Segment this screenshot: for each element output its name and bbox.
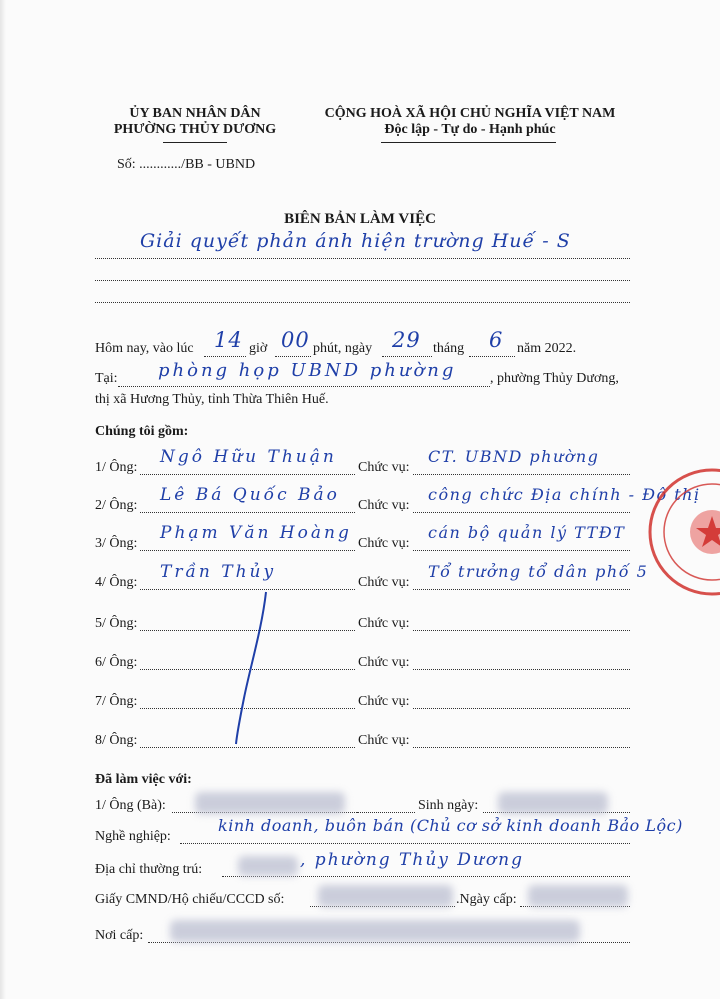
members-heading: Chúng tôi gồm:	[95, 424, 189, 439]
location-place: phòng họp UBND phường	[158, 360, 457, 381]
redacted-issue-place	[170, 920, 580, 942]
nation-name: CỘNG HOÀ XÃ HỘI CHỦ NGHĨA VIỆT NAM	[324, 106, 616, 121]
member-name: Phạm Văn Hoàng	[160, 523, 352, 543]
redacted-id	[318, 885, 453, 907]
member-position-label: Chức vụ:	[358, 460, 410, 475]
worked-with-heading: Đã làm việc với:	[95, 772, 192, 787]
issue-place-label: Nơi cấp:	[95, 928, 144, 943]
month-dots	[469, 356, 515, 357]
address-value: , phường Thủy Dương	[300, 850, 524, 870]
address-label: Địa chỉ thường trú:	[95, 862, 203, 877]
hour-dots	[204, 356, 246, 357]
member-label: 8/ Ông:	[95, 733, 138, 748]
doc-title: BIÊN BẢN LÀM VIỆC	[284, 211, 436, 227]
pen-stroke	[228, 588, 278, 748]
member-name-dots	[140, 474, 355, 475]
member-position-dots	[413, 630, 630, 631]
org-name-line2: PHƯỜNG THỦY DƯƠNG	[113, 122, 277, 137]
member-position-dots	[413, 747, 630, 748]
subject-line-1	[95, 258, 630, 259]
location-dots	[118, 386, 490, 387]
dob-dots-left	[357, 812, 415, 813]
occupation-value: kinh doanh, buôn bán (Chủ cơ sở kinh doanh Bảo Lộc)	[218, 816, 683, 835]
subject-handwritten: Giải quyết phản ánh hiện trường Huế - S	[140, 230, 571, 252]
member-label: 3/ Ông:	[95, 536, 138, 551]
occupation-label: Nghề nghiệp:	[95, 829, 171, 844]
person-label: 1/ Ông (Bà):	[95, 798, 166, 813]
date-day: 29	[392, 328, 421, 352]
date-prefix: Hôm nay, vào lúc	[95, 341, 194, 356]
member-position-dots	[413, 589, 630, 590]
location-suffix: , phường Thủy Dương,	[490, 371, 619, 386]
member-label: 4/ Ông:	[95, 575, 138, 590]
member-position-label: Chức vụ:	[358, 575, 410, 590]
doc-number: Số: ............/BB - UBND	[117, 157, 256, 172]
member-position-label: Chức vụ:	[358, 733, 410, 748]
redacted-issue-date	[528, 885, 628, 907]
member-position-label: Chức vụ:	[358, 655, 410, 670]
location-line2: thị xã Hương Thủy, tỉnh Thừa Thiên Huế.	[95, 392, 329, 407]
org-name-line1: ỦY BAN NHÂN DÂN	[129, 106, 261, 121]
date-minute: 00	[281, 328, 310, 352]
motto-underline	[381, 142, 556, 143]
issue-place-dots	[148, 942, 630, 943]
subject-line-2	[95, 280, 630, 281]
member-position: công chức Địa chính - Đô thị	[428, 485, 701, 504]
member-position: cán bộ quản lý TTĐT	[428, 523, 626, 542]
org-underline	[163, 142, 227, 143]
id-label: Giấy CMND/Hộ chiếu/CCCD số:	[95, 892, 285, 907]
member-label: 2/ Ông:	[95, 498, 138, 513]
member-position-dots	[413, 708, 630, 709]
member-position-label: Chức vụ:	[358, 616, 410, 631]
occupation-dots	[180, 843, 630, 844]
member-position-label: Chức vụ:	[358, 694, 410, 709]
member-name-dots	[140, 550, 355, 551]
member-position-label: Chức vụ:	[358, 498, 410, 513]
date-hour: 14	[214, 328, 243, 352]
member-label: 1/ Ông:	[95, 460, 138, 475]
member-label: 6/ Ông:	[95, 655, 138, 670]
redacted-address	[238, 856, 298, 876]
member-name: Ngô Hữu Thuận	[160, 447, 337, 467]
page-edge	[0, 0, 6, 999]
member-position-label: Chức vụ:	[358, 536, 410, 551]
member-label: 7/ Ông:	[95, 694, 138, 709]
redacted-dob	[498, 792, 608, 814]
member-position: Tổ trưởng tổ dân phố 5	[428, 562, 649, 581]
issue-date-label: .Ngày cấp:	[456, 892, 517, 907]
date-phut-ngay: phút, ngày	[313, 341, 373, 356]
redacted-name	[195, 792, 345, 814]
member-name: Trần Thủy	[160, 562, 277, 582]
member-label: 5/ Ông:	[95, 616, 138, 631]
day-dots	[382, 356, 432, 357]
member-position-dots	[413, 512, 630, 513]
location-prefix: Tại:	[95, 371, 118, 386]
red-seal-stamp	[640, 462, 720, 602]
date-nam: năm 2022.	[517, 341, 577, 356]
dob-label: Sinh ngày:	[418, 798, 479, 813]
date-month: 6	[489, 328, 504, 352]
member-name: Lê Bá Quốc Bảo	[160, 485, 340, 505]
date-thang: tháng	[433, 341, 465, 356]
member-position-dots	[413, 474, 630, 475]
member-name-dots	[140, 512, 355, 513]
date-gio: giờ	[249, 341, 268, 356]
address-dots	[222, 876, 630, 877]
subject-line-3	[95, 302, 630, 303]
nation-motto: Độc lập - Tự do - Hạnh phúc	[384, 122, 556, 137]
member-position-dots	[413, 669, 630, 670]
member-position-dots	[413, 550, 630, 551]
member-position: CT. UBND phường	[428, 447, 600, 466]
minute-dots	[275, 356, 311, 357]
